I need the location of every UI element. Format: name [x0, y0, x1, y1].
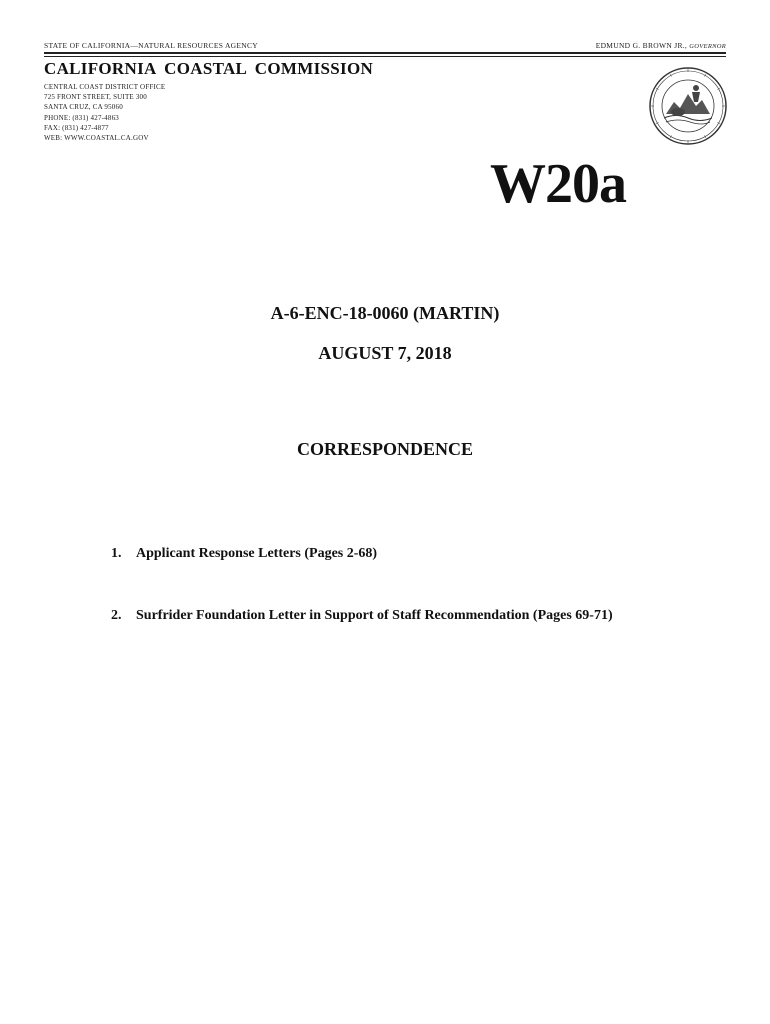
address-line-city: SANTA CRUZ, CA 95060 — [44, 103, 123, 112]
address-line-street: 725 FRONT STREET, SUITE 300 — [44, 93, 147, 102]
address-line-office: CENTRAL COAST DISTRICT OFFICE — [44, 83, 166, 91]
governor-label — [596, 41, 726, 50]
state-seal-icon — [648, 66, 728, 146]
list-item-number: 1. — [111, 546, 122, 561]
agenda-item-id: W20a — [490, 153, 626, 215]
list-item — [111, 546, 613, 562]
list-item — [111, 608, 613, 624]
state-agency-label: STATE OF CALIFORNIA—NATURAL RESOURCES AGENCY — [44, 41, 259, 50]
address-line-phone: PHONE: (831) 427-4863 — [44, 113, 119, 122]
governor-name: EDMUND G. BROWN JR., — [595, 41, 688, 50]
list-item-text: Applicant Response Letters (Pages 2-68) — [136, 546, 378, 561]
governor-title: GOVERNOR — [689, 43, 726, 50]
list-item-number: 2. — [111, 608, 122, 623]
document-heading: CORRESPONDENCE — [296, 439, 474, 459]
address-line-fax: FAX: (831) 427-4877 — [44, 123, 109, 132]
header-rule-thick — [44, 52, 726, 54]
case-number: A-6-ENC-18-0060 (MARTIN) — [270, 303, 500, 323]
address-line-web: WEB: WWW.COASTAL.CA.GOV — [44, 134, 149, 143]
list-item-text: Surfrider Foundation Letter in Support of Staff Recommendation (Pages 69-71) — [136, 608, 613, 623]
agency-name: CALIFORNIA COASTAL COMMISSION — [44, 59, 374, 78]
document-date: AUGUST 7, 2018 — [318, 343, 452, 363]
header-rule-thin — [44, 56, 726, 57]
correspondence-list — [111, 546, 613, 624]
office-address — [44, 82, 165, 143]
